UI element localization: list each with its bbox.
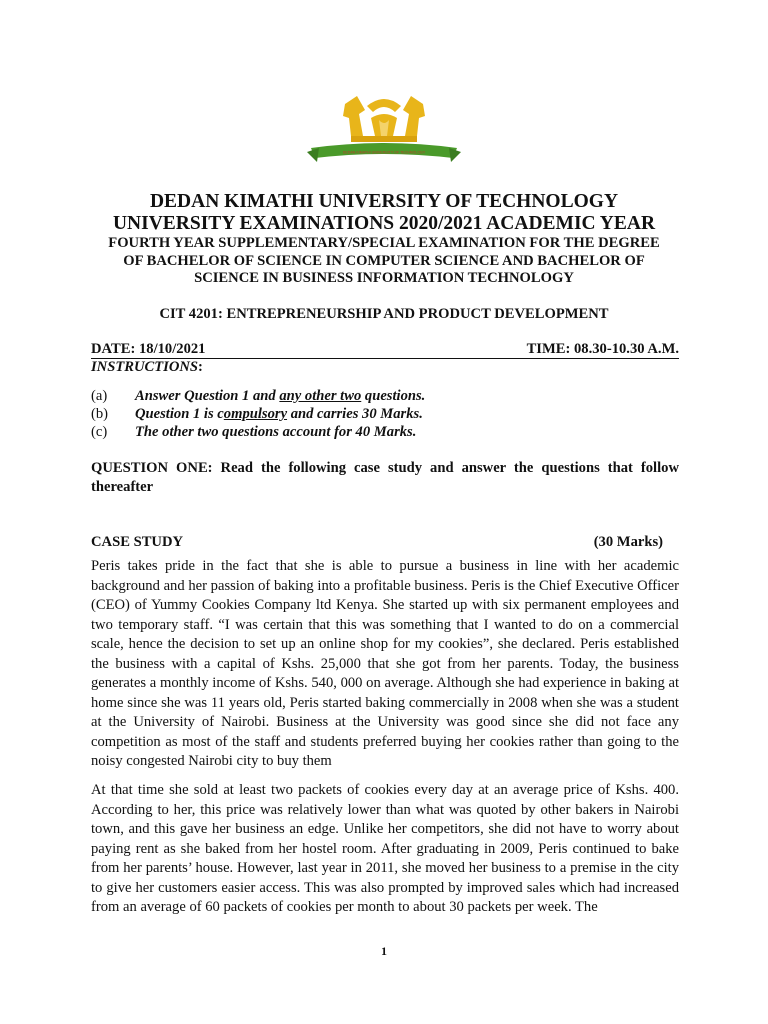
exam-title: UNIVERSITY EXAMINATIONS 2020/2021 ACADEMIC YEAR: [112, 213, 656, 234]
university-name: DEDAN KIMATHI UNIVERSITY OF TECHNOLOGY: [149, 191, 619, 212]
degree-line-1: FOURTH YEAR SUPPLEMENTARY/SPECIAL EXAMINATION FOR THE DEGREE: [108, 235, 660, 251]
instructions-heading: [91, 359, 203, 376]
exam-time: TIME: 08.30-10.30 A.M.: [526, 341, 679, 357]
case-study-marks: (30 Marks): [593, 534, 663, 550]
university-logo: [305, 92, 463, 172]
question-one-intro: QUESTION ONE: Read the following case study and answer the questions that follow thereafter: [91, 460, 679, 495]
case-study-paragraph-1: Peris takes pride in the fact that she is able to pursue a business in line with her academic background and her passion of baking into a profitable business. Peris is the Chief Executive Officer (CEO) of Yummy Cookies Company ltd Kenya. She started up with six permanent employees and two temporary staff. “I was certain that this was something that I wanted to do on a commercial scale, hence the decision to set up an online shop for my cookies”, she declared. Peris established the business with a capital of Kshs. 25,000 that she got from her parents. Today, the business generates a monthly income of Kshs. 540, 000 on average. Although she had experience in baking at home since she was 11 years old, Peris started baking commercially in 2008 when she was a student at the University of Nairobi. Business at the University was good since she did not face any competition as most of the staff and students preferred buying her cookies rather than going to the noisy congested Nairobi city to buy them: [91, 558, 679, 769]
instruction-text: Question 1 is compulsory and carries 30 Marks.: [135, 406, 423, 422]
case-study-label: CASE STUDY: [91, 534, 184, 550]
degree-line-3: SCIENCE IN BUSINESS INFORMATION TECHNOLOGY: [194, 270, 574, 287]
instructions-heading-colon: :: [198, 359, 203, 375]
course-title: CIT 4201: ENTREPRENEURSHIP AND PRODUCT DEVELOPMENT: [159, 306, 609, 322]
date-time-row: [91, 341, 679, 359]
degree-description: [0, 235, 768, 288]
logo-banner-text: DEDAN KIMATHI UNIVERSITY OF TECHNOLOGY: [342, 150, 426, 155]
instruction-mark: (b): [91, 406, 109, 422]
instruction-mark: (c): [91, 424, 108, 440]
case-study-heading: [91, 534, 663, 551]
instruction-text: The other two questions account for 40 Marks.: [135, 424, 417, 440]
exam-date: DATE: 18/10/2021: [91, 341, 206, 357]
case-study-paragraph-2: At that time she sold at least two packets of cookies every day at an average price of Kshs. 400. According to her, this price was relatively lower than what was quoted by other bakers in Nairobi town, and this gave her business an edge. Unlike her competitors, she did not have to worry about paying rent as she baked from her hostel room. After graduating in 2009, Peris continued to bake from her parents’ house. However, last year in 2011, she moved her business to a premise in the city to give her customers easier access. This was also prompted by improved sales which had increased from an average of 60 packets of cookies per month to about 30 packets per week. The: [91, 782, 679, 915]
instruction-text: Answer Question 1 and any other two questions.: [135, 388, 426, 404]
degree-line-2: OF BACHELOR OF SCIENCE IN COMPUTER SCIENCE AND BACHELOR OF: [123, 252, 645, 269]
instructions-heading-text: INSTRUCTIONS: [91, 359, 199, 375]
page-number: 1: [381, 944, 387, 958]
instruction-mark: (a): [91, 388, 108, 404]
